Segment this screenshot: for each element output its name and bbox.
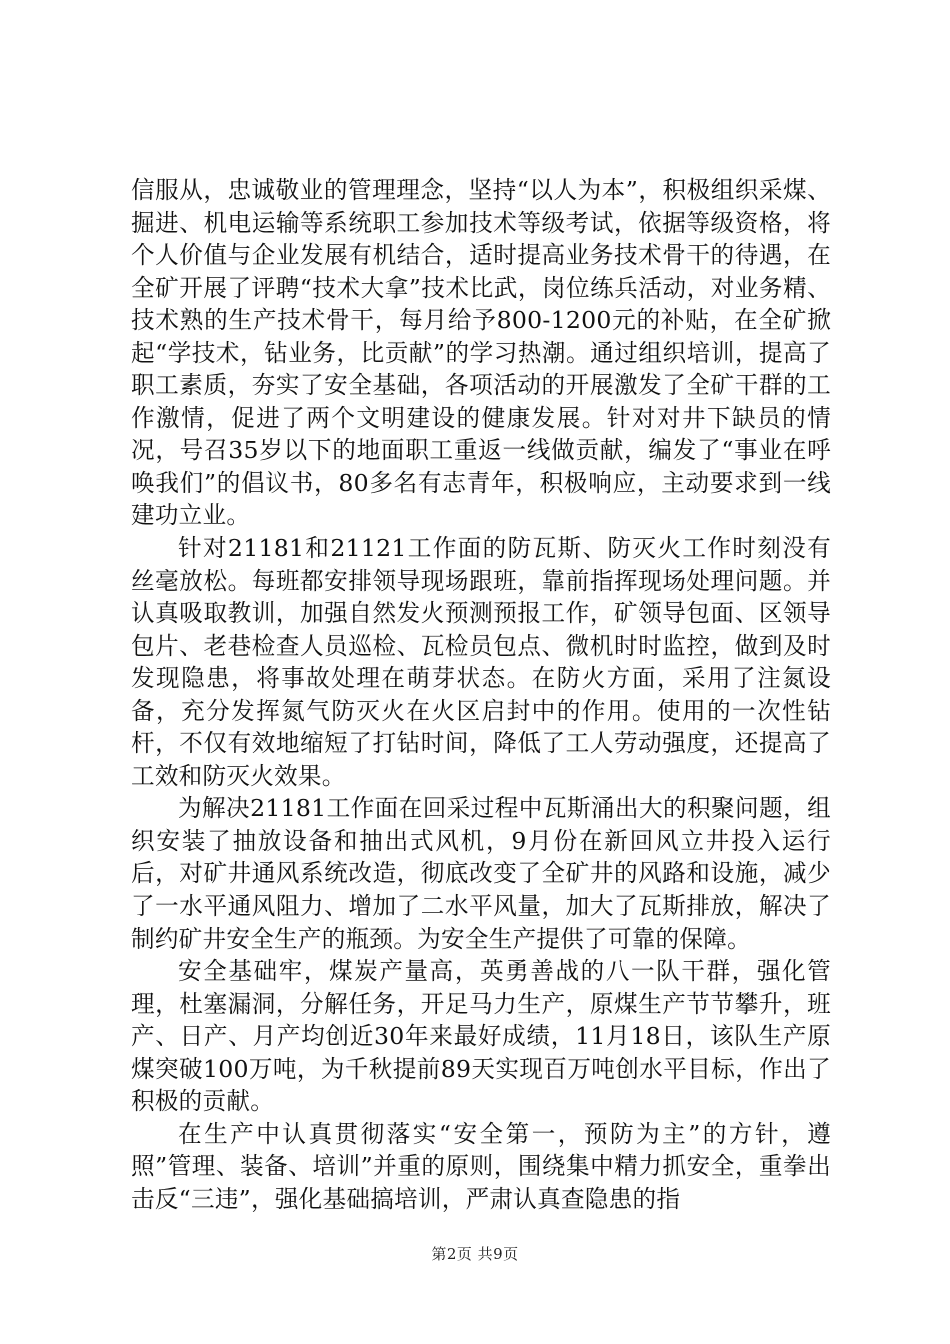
paragraph-3: 为解决21181工作面在回采过程中瓦斯涌出大的积聚问题，组织安装了抽放设备和抽出式风机，9月份在新回风立井投入运行后，对矿井通风系统改造，彻底改变了全矿井的风路和设施，减少了一水平通风阻力、增加了二水平风量，加大了瓦斯排放，解决了制约矿井安全生产的瓶颈。为安全生产提供了可靠的保障。 [131,794,831,953]
document-body [131,174,831,1216]
paragraph-2: 针对21181和21121工作面的防瓦斯、防灭火工作时刻没有丝毫放松。每班都安排领导现场跟班，靠前指挥现场处理问题。并认真吸取教训，加强自然发火预测预报工作，矿领导包面、区领导包片、老巷检查人员巡检、瓦检员包点、微机时时监控，做到及时发现隐患，将事故处理在萌芽状态。在防火方面，采用了注氮设备，充分发挥氮气防灭火在火区启封中的作用。使用的一次性钻杆，不仅有效地缩短了打钻时间，降低了工人劳动强度，还提高了工效和防灭火效果。 [131,534,831,790]
paragraph-4: 安全基础牢，煤炭产量高，英勇善战的八一队干群，强化管理，杜塞漏洞，分解任务，开足马力生产，原煤生产节节攀升，班产、日产、月产均创近30年来最好成绩，11月18日，该队生产原煤突破100万吨，为千秋提前89天实现百万吨创水平目标，作出了积极的贡献。 [131,957,831,1116]
paragraph-5: 在生产中认真贯彻落实“安全第一，预防为主”的方针，遵照”管理、装备、培训”并重的原则，围绕集中精力抓安全，重拳出击反“三违”，强化基础搞培训，严肃认真查隐患的指 [131,1119,831,1213]
paragraph-1: 信服从，忠诚敬业的管理理念，坚持“以人为本”，积极组织采煤、掘进、机电运输等系统职工参加技术等级考试，依据等级资格，将个人价值与企业发展有机结合，适时提高业务技术骨干的待遇，在全矿开展了评聘“技术大拿”技术比武，岗位练兵活动，对业务精、技术熟的生产技术骨干，每月给予800-1200元的补贴，在全矿掀起“学技术，钻业务，比贡献”的学习热潮。通过组织培训，提高了职工素质，夯实了安全基础，各项活动的开展激发了全矿干群的工作激情，促进了两个文明建设的健康发展。针对对井下缺员的情况，号召35岁以下的地面职工重返一线做贡献，编发了“事业在呼唤我们”的倡议书，80多名有志青年，积极响应，主动要求到一线建功立业。 [131,176,831,530]
page-number-footer: 第2页 共9页 [431,1245,519,1263]
